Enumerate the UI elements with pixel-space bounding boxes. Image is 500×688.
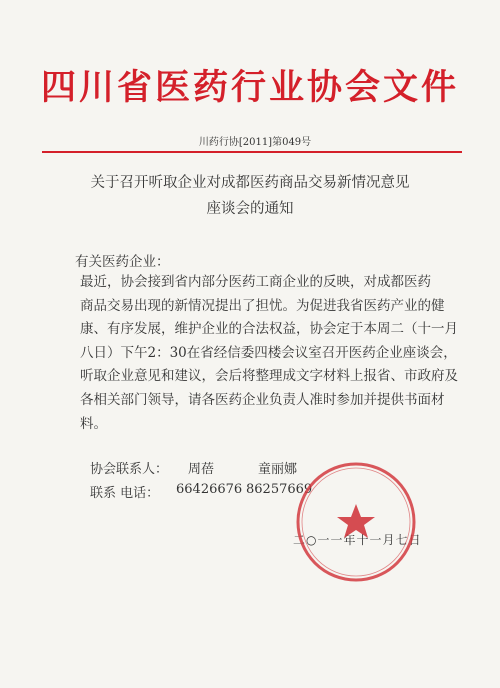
body-line: 各相关部门领导，请各医药企业负责人准时参加并提供书面材: [80, 391, 445, 408]
red-divider: [42, 151, 462, 153]
body-line: 康、有序发展，维护企业的合法权益，协会定于本周二（十一月: [80, 321, 458, 338]
notice-body: [80, 271, 458, 436]
body-line: 听取企业意见和建议，会后将整理成文字材料上报省、市政府及: [80, 368, 458, 385]
contact-phone-2: 86257669: [246, 482, 313, 497]
body-line: 商品交易出现的新情况提出了担忧。为促进我省医药产业的健: [80, 297, 445, 314]
official-seal-icon: [294, 460, 418, 584]
subject-line-1: 关于召开听取企业对成都医药商品交易新情况意见: [90, 175, 410, 191]
contact-person-1: 周蓓: [188, 462, 215, 477]
body-line: 最近，协会接到省内部分医药工商企业的反映，对成都医药: [80, 274, 431, 290]
contact-person-2: 童丽娜: [258, 462, 298, 477]
body-line: 八日）下午2：30在省经信委四楼会议室召开医药企业座谈会，: [80, 344, 457, 361]
issue-date: 二○一一年十一月七日: [293, 533, 422, 547]
contact-phone-1: 66426676: [176, 482, 243, 497]
notice-subject: [30, 170, 470, 222]
contact-phone-label: 联系 电话：: [90, 486, 160, 501]
subject-line-2: 座谈会的通知: [206, 201, 294, 217]
document-header-title: 四川省医药行业协会文件: [40, 67, 459, 108]
salutation: 有关医药企业：: [75, 254, 170, 270]
document-number: 川药行协[2011]第049号: [198, 137, 312, 148]
contact-person-label: 协会联系人：: [90, 462, 169, 477]
body-line: 料。: [80, 415, 107, 432]
